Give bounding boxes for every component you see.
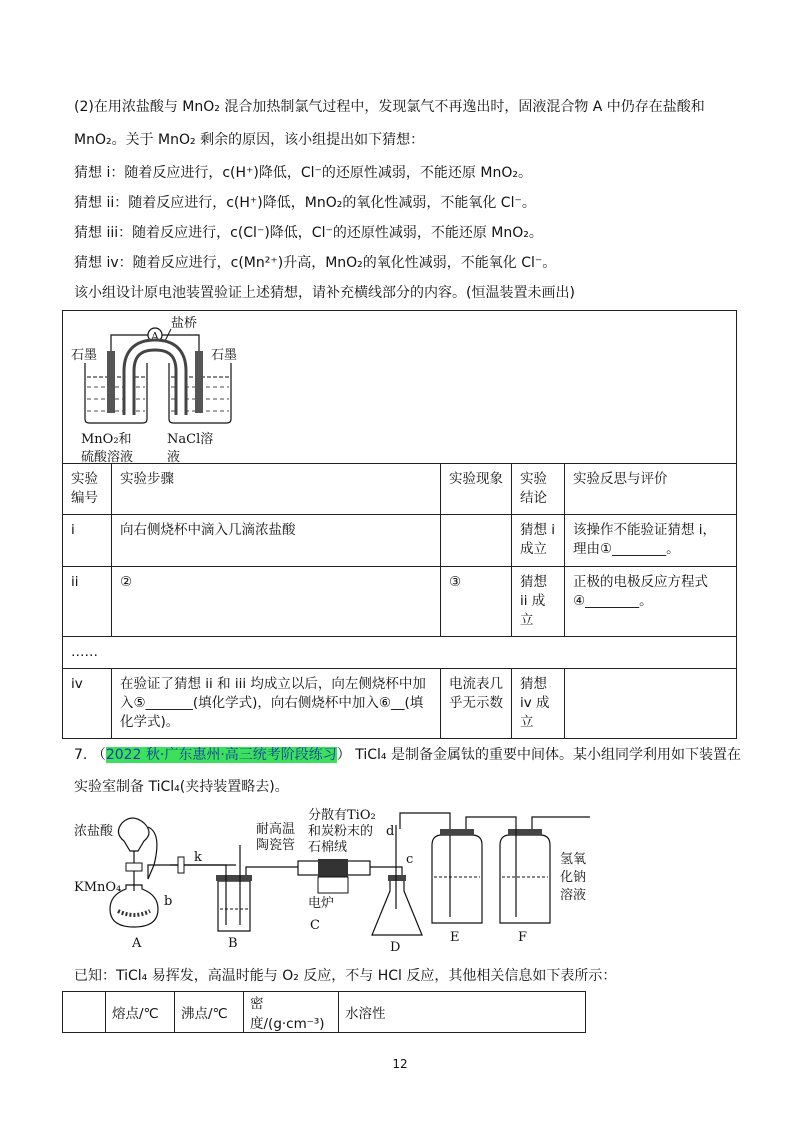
header-exp-steps: 实验步骤 (112, 464, 441, 515)
B-label: B (228, 936, 238, 951)
q7-number: 7. (74, 747, 88, 763)
conc-hcl-label: 浓盐酸 (74, 824, 114, 839)
naoh-label-1: 氢氧 (560, 852, 587, 867)
q6-intro-line2: MnO₂。关于 MnO₂ 剩余的原因，该小组提出如下猜想： (74, 132, 425, 148)
galvanic-cell-diagram (71, 315, 271, 467)
row-ellipsis: …… (63, 637, 737, 669)
c-label: c (406, 852, 414, 867)
hypothesis-3: 猜想 iii：随着反应进行，c(Cl⁻)降低，Cl⁻的还原性减弱，不能还原 MnO₂。 (74, 225, 543, 241)
F-label: F (518, 930, 528, 945)
row2-conclusion: 猜想 ii 成立 (512, 567, 565, 637)
hypothesis-1: 猜想 i：随着反应进行，c(H⁺)降低，Cl⁻的还原性减弱，不能还原 MnO₂。 (74, 165, 532, 181)
left-solution-label-1: MnO₂和 (81, 432, 132, 447)
ammeter-label: A (151, 330, 159, 343)
row2-number: ii (63, 567, 112, 637)
dispersed-label-2: 和炭粉末的 (308, 824, 374, 839)
row2-step: ② (112, 567, 441, 637)
A-label: A (132, 936, 142, 951)
header-exp-conclusion: 实验结论 (512, 464, 565, 515)
tube-label-1: 耐高温 (256, 822, 296, 837)
furnace-label: 电炉 (308, 896, 335, 911)
row4-number: iv (63, 669, 112, 739)
ticl4-apparatus-diagram (70, 805, 630, 955)
left-solution-label-2: 硫酸溶液 (81, 450, 134, 465)
props-header-blank (63, 992, 106, 1033)
d-label: d (386, 824, 395, 839)
header-exp-number: 实验编号 (63, 464, 112, 515)
row1-reflection: 该操作不能验证猜想 i，理由①________。 (565, 515, 737, 567)
header-exp-phenomenon: 实验现象 (441, 464, 512, 515)
dispersed-label-1: 分散有TiO₂ (308, 808, 376, 823)
row1-number: i (63, 515, 112, 567)
props-header-density: 密度/(g·cm⁻³) (244, 992, 339, 1033)
q7-known: 已知：TiCl₄ 易挥发，高温时能与 O₂ 反应，不与 HCl 反应，其他相关信息如下表所示： (74, 968, 617, 984)
q7-stem-line2: 实验室制备 TiCl₄(夹持装置略去)。 (74, 779, 289, 795)
props-header-solubility: 水溶性 (339, 992, 586, 1033)
hypothesis-4: 猜想 iv：随着反应进行，c(Mn²⁺)升高，MnO₂的氧化性减弱，不能氧化 Cl⁻。 (74, 255, 557, 271)
hypothesis-2: 猜想 ii：随着反应进行，c(H⁺)降低，MnO₂的氧化性减弱，不能氧化 Cl⁻。 (74, 195, 536, 211)
row4-step: 在验证了猜想 ii 和 iii 均成立以后，向左侧烧杯中加入⑤_______(填化学式)，向右侧烧杯中加入⑥__(填化学式)。 (112, 669, 441, 739)
row2-reflection: 正极的电极反应方程式④________。 (565, 567, 737, 637)
q7-stem-line1: 7. （2022 秋·广东惠州·高三统考阶段练习） TiCl₄ 是制备金属钛的重要中间体。某小组同学利用如下装置在 (74, 747, 741, 763)
properties-table (62, 991, 586, 1033)
page-number: 12 (392, 1057, 408, 1071)
q6-task: 该小组设计原电池装置验证上述猜想，请补充横线部分的内容。(恒温装置未画出) (74, 285, 575, 301)
naoh-label-2: 化钠 (560, 870, 587, 885)
q7-stem-text: TiCl₄ 是制备金属钛的重要中间体。某小组同学利用如下装置在 (355, 747, 741, 763)
C-label: C (310, 918, 320, 933)
naoh-label-3: 溶液 (560, 888, 587, 903)
right-solution-label-2: 液 (167, 450, 181, 465)
kmno4-label: KMnO₄ (74, 880, 122, 895)
q7-source-tag[interactable]: 2022 秋·广东惠州·高三统考阶段练习 (105, 747, 337, 763)
row4-phenomenon: 电流表几乎无示数 (441, 669, 512, 739)
row1-phenomenon (441, 515, 512, 567)
props-header-melting: 熔点/℃ (106, 992, 175, 1033)
b-label: b (164, 894, 173, 909)
right-electrode-label: 石墨 (211, 348, 238, 363)
salt-bridge-label: 盐桥 (171, 316, 198, 331)
header-exp-reflection: 实验反思与评价 (565, 464, 737, 515)
q6-intro-line1: (2)在用浓盐酸与 MnO₂ 混合加热制氯气过程中，发现氯气不再逸出时，固液混合物 A 中仍存在盐酸和 (74, 99, 705, 115)
cell-battery-diagram (63, 311, 737, 464)
dispersed-label-3: 石棉绒 (308, 840, 348, 855)
E-label: E (450, 930, 460, 945)
tube-label-2: 陶瓷管 (256, 838, 296, 853)
experiment-table (62, 310, 737, 739)
row2-phenomenon: ③ (441, 567, 512, 637)
row1-conclusion: 猜想 i 成立 (512, 515, 565, 567)
D-label: D (390, 940, 401, 955)
k-label: k (194, 850, 202, 865)
right-solution-label-1: NaCl溶 (167, 432, 214, 447)
row4-reflection (565, 669, 737, 739)
row1-step: 向右侧烧杯中滴入几滴浓盐酸 (112, 515, 441, 567)
row4-conclusion: 猜想 iv 成立 (512, 669, 565, 739)
props-header-boiling: 沸点/℃ (175, 992, 244, 1033)
left-electrode-label: 石墨 (71, 348, 98, 363)
